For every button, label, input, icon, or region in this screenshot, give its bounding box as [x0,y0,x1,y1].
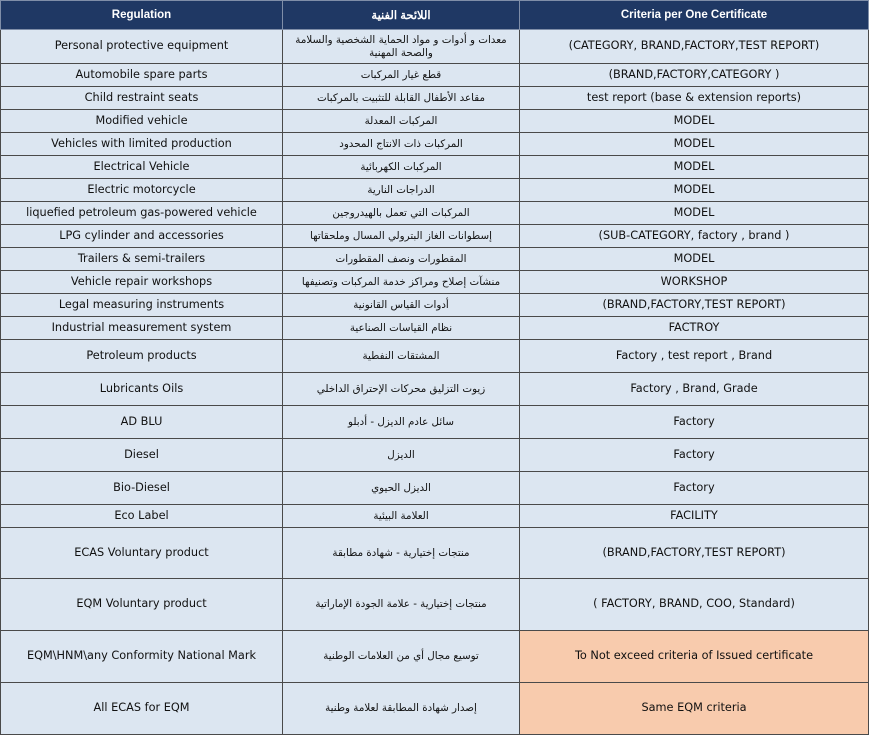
criteria-cell-highlighted: To Not exceed criteria of Issued certificate [520,631,869,683]
table-row [1,683,869,735]
criteria-cell: MODEL [520,110,869,133]
header-arabic: اللائحة الفنية [283,1,520,30]
arabic-cell: سائل عادم الديزل - أدبلو [283,406,520,439]
criteria-cell: (BRAND,FACTORY,TEST REPORT) [520,294,869,317]
regulation-cell: ECAS Voluntary product [1,528,283,579]
regulation-cell: Eco Label [1,505,283,528]
criteria-cell: FACILITY [520,505,869,528]
table-row [1,87,869,110]
table-row [1,110,869,133]
criteria-cell: test report (base & extension reports) [520,87,869,110]
arabic-cell: نظام القياسات الصناعية [283,317,520,340]
criteria-cell: (SUB-CATEGORY, factory , brand ) [520,225,869,248]
arabic-cell: المقطورات ونصف المقطورات [283,248,520,271]
arabic-cell: أدوات القياس القانونية [283,294,520,317]
criteria-cell: WORKSHOP [520,271,869,294]
arabic-cell: المركبات ذات الانتاج المحدود [283,133,520,156]
table-row [1,30,869,64]
arabic-cell: معدات و أدوات و مواد الحماية الشخصية والسلامة والصحة المهنية [283,30,520,64]
regulation-cell: Child restraint seats [1,87,283,110]
arabic-cell: إصدار شهادة المطابقة لعلامة وطنية [283,683,520,735]
arabic-cell: إسطوانات الغاز البترولي المسال وملحقاتها [283,225,520,248]
regulation-cell: AD BLU [1,406,283,439]
regulation-cell: Petroleum products [1,340,283,373]
regulation-cell: Modified vehicle [1,110,283,133]
table-row [1,472,869,505]
table-row [1,373,869,406]
criteria-cell: Factory [520,439,869,472]
header-criteria: Criteria per One Certificate [520,1,869,30]
table-row [1,528,869,579]
criteria-cell: MODEL [520,133,869,156]
table-row [1,340,869,373]
arabic-cell: العلامة البيئية [283,505,520,528]
regulation-cell: Automobile spare parts [1,64,283,87]
criteria-cell: ( FACTORY, BRAND, COO, Standard) [520,579,869,631]
arabic-cell: المركبات التي تعمل بالهيدروجين [283,202,520,225]
criteria-cell: Factory [520,406,869,439]
regulation-cell: LPG cylinder and accessories [1,225,283,248]
table-row [1,202,869,225]
regulation-cell: EQM Voluntary product [1,579,283,631]
header-regulation: Regulation [1,1,283,30]
criteria-cell: MODEL [520,202,869,225]
regulation-cell: Industrial measurement system [1,317,283,340]
arabic-cell: المشتقات النفطية [283,340,520,373]
arabic-cell: الديزل [283,439,520,472]
arabic-cell: زيوت التزليق محركات الإحتراق الداخلي [283,373,520,406]
arabic-cell: الديزل الحيوي [283,472,520,505]
criteria-cell: MODEL [520,248,869,271]
arabic-cell: منتجات إختيارية - شهادة مطابقة [283,528,520,579]
criteria-cell: FACTROY [520,317,869,340]
table-row [1,294,869,317]
criteria-cell: Factory , test report , Brand [520,340,869,373]
regulation-cell: EQM\HNM\any Conformity National Mark [1,631,283,683]
arabic-cell: توسيع مجال أي من العلامات الوطنية [283,631,520,683]
table-row [1,505,869,528]
regulation-cell: Electrical Vehicle [1,156,283,179]
arabic-cell: منشآت إصلاح ومراكز خدمة المركبات وتصنيفها [283,271,520,294]
criteria-cell: MODEL [520,156,869,179]
regulation-cell: Vehicles with limited production [1,133,283,156]
header-row [1,1,869,30]
regulation-cell: All ECAS for EQM [1,683,283,735]
arabic-cell: المركبات المعدلة [283,110,520,133]
table-row [1,156,869,179]
criteria-cell-highlighted: Same EQM criteria [520,683,869,735]
criteria-cell: (BRAND,FACTORY,CATEGORY ) [520,64,869,87]
arabic-cell: مقاعد الأطفال القابلة للتثبيت بالمركبات [283,87,520,110]
table-row [1,248,869,271]
regulation-cell: Trailers & semi-trailers [1,248,283,271]
table-row [1,133,869,156]
table-row [1,225,869,248]
criteria-cell: (BRAND,FACTORY,TEST REPORT) [520,528,869,579]
table-row [1,406,869,439]
table-row [1,579,869,631]
criteria-cell: MODEL [520,179,869,202]
arabic-cell: منتجات إختيارية - علامة الجودة الإماراتية [283,579,520,631]
arabic-cell: قطع غيار المركبات [283,64,520,87]
criteria-cell: (CATEGORY, BRAND,FACTORY,TEST REPORT) [520,30,869,64]
table-row [1,631,869,683]
regulation-cell: Personal protective equipment [1,30,283,64]
regulation-cell: Electric motorcycle [1,179,283,202]
regulation-cell: Legal measuring instruments [1,294,283,317]
table-row [1,64,869,87]
arabic-cell: المركبات الكهربائية [283,156,520,179]
regulation-cell: Diesel [1,439,283,472]
criteria-cell: Factory [520,472,869,505]
table-row [1,179,869,202]
table-row [1,271,869,294]
regulation-cell: Vehicle repair workshops [1,271,283,294]
regulation-cell: Lubricants Oils [1,373,283,406]
table-row [1,439,869,472]
criteria-cell: Factory , Brand, Grade [520,373,869,406]
arabic-cell: الدراجات النارية [283,179,520,202]
regulation-cell: liquefied petroleum gas-powered vehicle [1,202,283,225]
table-row [1,317,869,340]
regulation-cell: Bio-Diesel [1,472,283,505]
